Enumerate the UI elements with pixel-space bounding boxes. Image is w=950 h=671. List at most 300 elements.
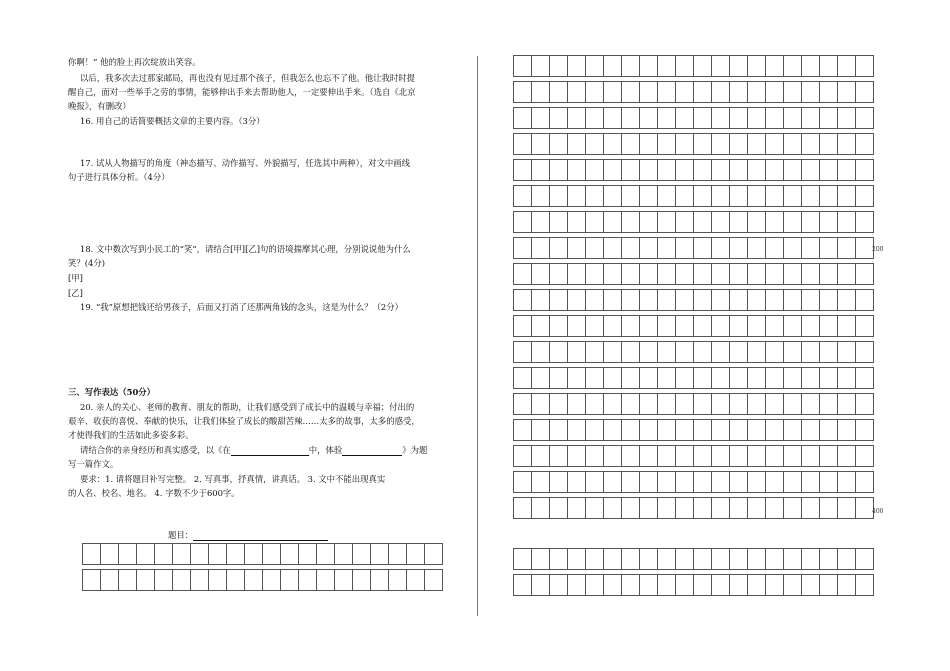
grid-cell[interactable] [658, 472, 676, 493]
grid-cell[interactable] [730, 342, 748, 363]
grid-cell[interactable] [586, 498, 604, 519]
grid-cell[interactable] [425, 570, 443, 591]
grid-cell[interactable] [784, 420, 802, 441]
grid-cell[interactable] [550, 264, 568, 285]
grid-cell[interactable] [640, 368, 658, 389]
grid-cell[interactable] [730, 238, 748, 259]
grid-cell[interactable] [712, 238, 730, 259]
grid-cell[interactable] [730, 368, 748, 389]
grid-cell[interactable] [766, 394, 784, 415]
grid-cell[interactable] [784, 472, 802, 493]
grid-cell[interactable] [137, 570, 155, 591]
grid-cell[interactable] [514, 368, 532, 389]
grid-cell[interactable] [694, 342, 712, 363]
grid-cell[interactable] [568, 82, 586, 103]
grid-cell[interactable] [532, 108, 550, 129]
grid-cell[interactable] [694, 108, 712, 129]
grid-cell[interactable] [694, 212, 712, 233]
grid-cell[interactable] [748, 472, 766, 493]
grid-cell[interactable] [658, 394, 676, 415]
grid-cell[interactable] [802, 498, 820, 519]
grid-cell[interactable] [676, 549, 694, 570]
grid-cell[interactable] [658, 498, 676, 519]
grid-cell[interactable] [604, 316, 622, 337]
grid-cell[interactable] [658, 238, 676, 259]
grid-cell[interactable] [820, 212, 838, 233]
grid-cell[interactable] [532, 368, 550, 389]
writing-grid-right-bottom[interactable] [513, 548, 874, 596]
grid-cell[interactable] [784, 212, 802, 233]
grid-cell[interactable] [586, 82, 604, 103]
grid-cell[interactable] [856, 290, 874, 311]
grid-cell[interactable] [514, 160, 532, 181]
grid-cell[interactable] [784, 238, 802, 259]
grid-cell[interactable] [425, 544, 443, 565]
grid-cell[interactable] [83, 570, 101, 591]
grid-cell[interactable] [730, 575, 748, 596]
grid-cell[interactable] [550, 108, 568, 129]
grid-cell[interactable] [712, 342, 730, 363]
grid-cell[interactable] [640, 394, 658, 415]
grid-cell[interactable] [676, 368, 694, 389]
grid-cell[interactable] [694, 472, 712, 493]
grid-cell[interactable] [802, 316, 820, 337]
grid-cell[interactable] [748, 575, 766, 596]
grid-cell[interactable] [712, 498, 730, 519]
grid-cell[interactable] [640, 82, 658, 103]
grid-cell[interactable] [622, 420, 640, 441]
grid-cell[interactable] [622, 549, 640, 570]
grid-cell[interactable] [784, 56, 802, 77]
grid-cell[interactable] [856, 498, 874, 519]
grid-cell[interactable] [227, 544, 245, 565]
grid-cell[interactable] [766, 575, 784, 596]
grid-cell[interactable] [604, 264, 622, 285]
grid-cell[interactable] [604, 290, 622, 311]
grid-cell[interactable] [658, 56, 676, 77]
grid-cell[interactable] [514, 290, 532, 311]
grid-cell[interactable] [604, 420, 622, 441]
grid-cell[interactable] [407, 544, 425, 565]
grid-cell[interactable] [568, 108, 586, 129]
grid-cell[interactable] [586, 446, 604, 467]
grid-cell[interactable] [532, 238, 550, 259]
grid-cell[interactable] [676, 238, 694, 259]
grid-cell[interactable] [838, 212, 856, 233]
grid-cell[interactable] [820, 420, 838, 441]
grid-cell[interactable] [640, 212, 658, 233]
grid-cell[interactable] [802, 394, 820, 415]
grid-cell[interactable] [658, 134, 676, 155]
grid-cell[interactable] [712, 549, 730, 570]
grid-cell[interactable] [748, 212, 766, 233]
grid-cell[interactable] [694, 264, 712, 285]
grid-cell[interactable] [550, 342, 568, 363]
grid-cell[interactable] [676, 575, 694, 596]
grid-cell[interactable] [766, 186, 784, 207]
grid-cell[interactable] [712, 316, 730, 337]
grid-cell[interactable] [802, 446, 820, 467]
grid-cell[interactable] [766, 446, 784, 467]
grid-cell[interactable] [532, 160, 550, 181]
grid-cell[interactable] [820, 342, 838, 363]
grid-cell[interactable] [622, 264, 640, 285]
grid-cell[interactable] [820, 238, 838, 259]
grid-cell[interactable] [640, 549, 658, 570]
grid-cell[interactable] [640, 264, 658, 285]
grid-cell[interactable] [838, 549, 856, 570]
grid-cell[interactable] [514, 472, 532, 493]
grid-cell[interactable] [730, 290, 748, 311]
grid-cell[interactable] [514, 186, 532, 207]
grid-cell[interactable] [227, 570, 245, 591]
grid-cell[interactable] [676, 186, 694, 207]
grid-cell[interactable] [604, 342, 622, 363]
grid-cell[interactable] [640, 342, 658, 363]
grid-cell[interactable] [550, 212, 568, 233]
grid-cell[interactable] [820, 264, 838, 285]
grid-cell[interactable] [694, 575, 712, 596]
grid-cell[interactable] [317, 570, 335, 591]
grid-cell[interactable] [748, 108, 766, 129]
grid-cell[interactable] [784, 498, 802, 519]
grid-cell[interactable] [784, 549, 802, 570]
grid-cell[interactable] [856, 82, 874, 103]
grid-cell[interactable] [730, 446, 748, 467]
grid-cell[interactable] [209, 570, 227, 591]
grid-cell[interactable] [640, 160, 658, 181]
grid-cell[interactable] [694, 160, 712, 181]
grid-cell[interactable] [299, 544, 317, 565]
grid-cell[interactable] [730, 160, 748, 181]
grid-cell[interactable] [640, 108, 658, 129]
grid-cell[interactable] [604, 212, 622, 233]
grid-cell[interactable] [586, 290, 604, 311]
grid-cell[interactable] [856, 446, 874, 467]
grid-cell[interactable] [604, 368, 622, 389]
grid-cell[interactable] [622, 82, 640, 103]
grid-cell[interactable] [748, 420, 766, 441]
grid-cell[interactable] [640, 472, 658, 493]
grid-cell[interactable] [299, 570, 317, 591]
grid-cell[interactable] [694, 134, 712, 155]
grid-cell[interactable] [856, 160, 874, 181]
grid-cell[interactable] [514, 82, 532, 103]
grid-cell[interactable] [676, 82, 694, 103]
grid-cell[interactable] [820, 472, 838, 493]
grid-cell[interactable] [712, 82, 730, 103]
grid-cell[interactable] [568, 549, 586, 570]
grid-cell[interactable] [802, 82, 820, 103]
grid-cell[interactable] [640, 420, 658, 441]
grid-cell[interactable] [766, 498, 784, 519]
grid-cell[interactable] [568, 212, 586, 233]
grid-cell[interactable] [407, 570, 425, 591]
grid-cell[interactable] [622, 368, 640, 389]
grid-cell[interactable] [514, 56, 532, 77]
grid-cell[interactable] [586, 549, 604, 570]
grid-cell[interactable] [802, 160, 820, 181]
grid-cell[interactable] [622, 108, 640, 129]
grid-cell[interactable] [838, 342, 856, 363]
grid-cell[interactable] [604, 472, 622, 493]
grid-cell[interactable] [604, 394, 622, 415]
grid-cell[interactable] [245, 544, 263, 565]
grid-cell[interactable] [784, 134, 802, 155]
grid-cell[interactable] [604, 575, 622, 596]
grid-cell[interactable] [568, 160, 586, 181]
grid-cell[interactable] [83, 544, 101, 565]
grid-cell[interactable] [766, 238, 784, 259]
grid-cell[interactable] [712, 420, 730, 441]
grid-cell[interactable] [676, 212, 694, 233]
grid-cell[interactable] [586, 316, 604, 337]
grid-cell[interactable] [371, 544, 389, 565]
grid-cell[interactable] [568, 264, 586, 285]
grid-cell[interactable] [514, 420, 532, 441]
grid-cell[interactable] [820, 186, 838, 207]
grid-cell[interactable] [514, 212, 532, 233]
grid-cell[interactable] [802, 186, 820, 207]
grid-cell[interactable] [748, 264, 766, 285]
grid-cell[interactable] [856, 394, 874, 415]
grid-cell[interactable] [856, 108, 874, 129]
grid-cell[interactable] [101, 570, 119, 591]
essay-title-line[interactable] [193, 531, 328, 541]
grid-cell[interactable] [838, 472, 856, 493]
grid-cell[interactable] [137, 544, 155, 565]
grid-cell[interactable] [532, 549, 550, 570]
grid-cell[interactable] [532, 82, 550, 103]
grid-cell[interactable] [766, 472, 784, 493]
grid-cell[interactable] [802, 264, 820, 285]
grid-cell[interactable] [191, 544, 209, 565]
grid-cell[interactable] [730, 472, 748, 493]
grid-cell[interactable] [640, 498, 658, 519]
grid-cell[interactable] [676, 446, 694, 467]
grid-cell[interactable] [694, 56, 712, 77]
grid-cell[interactable] [838, 368, 856, 389]
grid-cell[interactable] [856, 575, 874, 596]
grid-cell[interactable] [748, 394, 766, 415]
grid-cell[interactable] [766, 264, 784, 285]
grid-cell[interactable] [371, 570, 389, 591]
grid-cell[interactable] [676, 134, 694, 155]
grid-cell[interactable] [622, 212, 640, 233]
grid-cell[interactable] [838, 446, 856, 467]
grid-cell[interactable] [622, 498, 640, 519]
grid-cell[interactable] [748, 549, 766, 570]
grid-cell[interactable] [694, 238, 712, 259]
grid-cell[interactable] [802, 212, 820, 233]
grid-cell[interactable] [856, 316, 874, 337]
grid-cell[interactable] [676, 472, 694, 493]
grid-cell[interactable] [586, 394, 604, 415]
grid-cell[interactable] [820, 549, 838, 570]
grid-cell[interactable] [586, 264, 604, 285]
grid-cell[interactable] [856, 264, 874, 285]
grid-cell[interactable] [568, 498, 586, 519]
grid-cell[interactable] [532, 212, 550, 233]
grid-cell[interactable] [838, 82, 856, 103]
grid-cell[interactable] [784, 160, 802, 181]
grid-cell[interactable] [838, 186, 856, 207]
grid-cell[interactable] [658, 108, 676, 129]
grid-cell[interactable] [802, 134, 820, 155]
grid-cell[interactable] [622, 290, 640, 311]
grid-cell[interactable] [532, 56, 550, 77]
grid-cell[interactable] [550, 575, 568, 596]
grid-cell[interactable] [568, 342, 586, 363]
grid-cell[interactable] [748, 238, 766, 259]
grid-cell[interactable] [586, 368, 604, 389]
grid-cell[interactable] [784, 316, 802, 337]
grid-cell[interactable] [568, 56, 586, 77]
grid-cell[interactable] [568, 394, 586, 415]
grid-cell[interactable] [550, 82, 568, 103]
grid-cell[interactable] [245, 570, 263, 591]
grid-cell[interactable] [586, 212, 604, 233]
grid-cell[interactable] [712, 290, 730, 311]
grid-cell[interactable] [550, 134, 568, 155]
grid-cell[interactable] [640, 238, 658, 259]
grid-cell[interactable] [694, 394, 712, 415]
grid-cell[interactable] [838, 420, 856, 441]
grid-cell[interactable] [748, 290, 766, 311]
grid-cell[interactable] [730, 549, 748, 570]
grid-cell[interactable] [532, 394, 550, 415]
grid-cell[interactable] [550, 368, 568, 389]
grid-cell[interactable] [730, 316, 748, 337]
grid-cell[interactable] [820, 575, 838, 596]
grid-cell[interactable] [802, 56, 820, 77]
grid-cell[interactable] [856, 186, 874, 207]
grid-cell[interactable] [676, 160, 694, 181]
grid-cell[interactable] [532, 498, 550, 519]
grid-cell[interactable] [568, 316, 586, 337]
grid-cell[interactable] [604, 160, 622, 181]
grid-cell[interactable] [353, 570, 371, 591]
grid-cell[interactable] [712, 56, 730, 77]
grid-cell[interactable] [550, 56, 568, 77]
grid-cell[interactable] [658, 420, 676, 441]
grid-cell[interactable] [730, 420, 748, 441]
grid-cell[interactable] [784, 186, 802, 207]
grid-cell[interactable] [586, 56, 604, 77]
grid-cell[interactable] [263, 544, 281, 565]
grid-cell[interactable] [550, 394, 568, 415]
grid-cell[interactable] [532, 316, 550, 337]
grid-cell[interactable] [784, 264, 802, 285]
grid-cell[interactable] [622, 134, 640, 155]
grid-cell[interactable] [173, 544, 191, 565]
grid-cell[interactable] [389, 570, 407, 591]
grid-cell[interactable] [389, 544, 407, 565]
grid-cell[interactable] [604, 498, 622, 519]
grid-cell[interactable] [622, 186, 640, 207]
grid-cell[interactable] [514, 316, 532, 337]
grid-cell[interactable] [676, 56, 694, 77]
grid-cell[interactable] [514, 549, 532, 570]
grid-cell[interactable] [802, 108, 820, 129]
grid-cell[interactable] [676, 342, 694, 363]
grid-cell[interactable] [640, 186, 658, 207]
writing-grid-left[interactable] [82, 543, 443, 591]
grid-cell[interactable] [568, 238, 586, 259]
grid-cell[interactable] [586, 342, 604, 363]
grid-cell[interactable] [694, 316, 712, 337]
grid-cell[interactable] [119, 544, 137, 565]
grid-cell[interactable] [856, 472, 874, 493]
grid-cell[interactable] [353, 544, 371, 565]
grid-cell[interactable] [694, 186, 712, 207]
grid-cell[interactable] [550, 160, 568, 181]
grid-cell[interactable] [568, 186, 586, 207]
grid-cell[interactable] [532, 290, 550, 311]
grid-cell[interactable] [514, 575, 532, 596]
grid-cell[interactable] [712, 575, 730, 596]
grid-cell[interactable] [586, 575, 604, 596]
grid-cell[interactable] [532, 264, 550, 285]
grid-cell[interactable] [676, 316, 694, 337]
grid-cell[interactable] [802, 342, 820, 363]
grid-cell[interactable] [586, 134, 604, 155]
grid-cell[interactable] [658, 549, 676, 570]
grid-cell[interactable] [281, 544, 299, 565]
grid-cell[interactable] [856, 420, 874, 441]
grid-cell[interactable] [514, 264, 532, 285]
grid-cell[interactable] [604, 549, 622, 570]
grid-cell[interactable] [622, 316, 640, 337]
grid-cell[interactable] [838, 56, 856, 77]
grid-cell[interactable] [748, 368, 766, 389]
grid-cell[interactable] [622, 160, 640, 181]
grid-cell[interactable] [820, 446, 838, 467]
grid-cell[interactable] [820, 290, 838, 311]
grid-cell[interactable] [550, 472, 568, 493]
grid-cell[interactable] [766, 368, 784, 389]
grid-cell[interactable] [658, 160, 676, 181]
grid-cell[interactable] [604, 238, 622, 259]
grid-cell[interactable] [820, 82, 838, 103]
grid-cell[interactable] [281, 570, 299, 591]
grid-cell[interactable] [712, 134, 730, 155]
grid-cell[interactable] [748, 446, 766, 467]
grid-cell[interactable] [191, 570, 209, 591]
grid-cell[interactable] [532, 134, 550, 155]
grid-cell[interactable] [676, 264, 694, 285]
grid-cell[interactable] [586, 472, 604, 493]
grid-cell[interactable] [730, 498, 748, 519]
grid-cell[interactable] [532, 446, 550, 467]
grid-cell[interactable] [820, 160, 838, 181]
grid-cell[interactable] [658, 82, 676, 103]
grid-cell[interactable] [514, 238, 532, 259]
grid-cell[interactable] [550, 316, 568, 337]
grid-cell[interactable] [766, 212, 784, 233]
grid-cell[interactable] [568, 420, 586, 441]
grid-cell[interactable] [766, 549, 784, 570]
grid-cell[interactable] [730, 134, 748, 155]
grid-cell[interactable] [119, 570, 137, 591]
grid-cell[interactable] [101, 544, 119, 565]
grid-cell[interactable] [532, 342, 550, 363]
grid-cell[interactable] [586, 160, 604, 181]
grid-cell[interactable] [155, 570, 173, 591]
grid-cell[interactable] [856, 342, 874, 363]
grid-cell[interactable] [335, 570, 353, 591]
grid-cell[interactable] [568, 134, 586, 155]
